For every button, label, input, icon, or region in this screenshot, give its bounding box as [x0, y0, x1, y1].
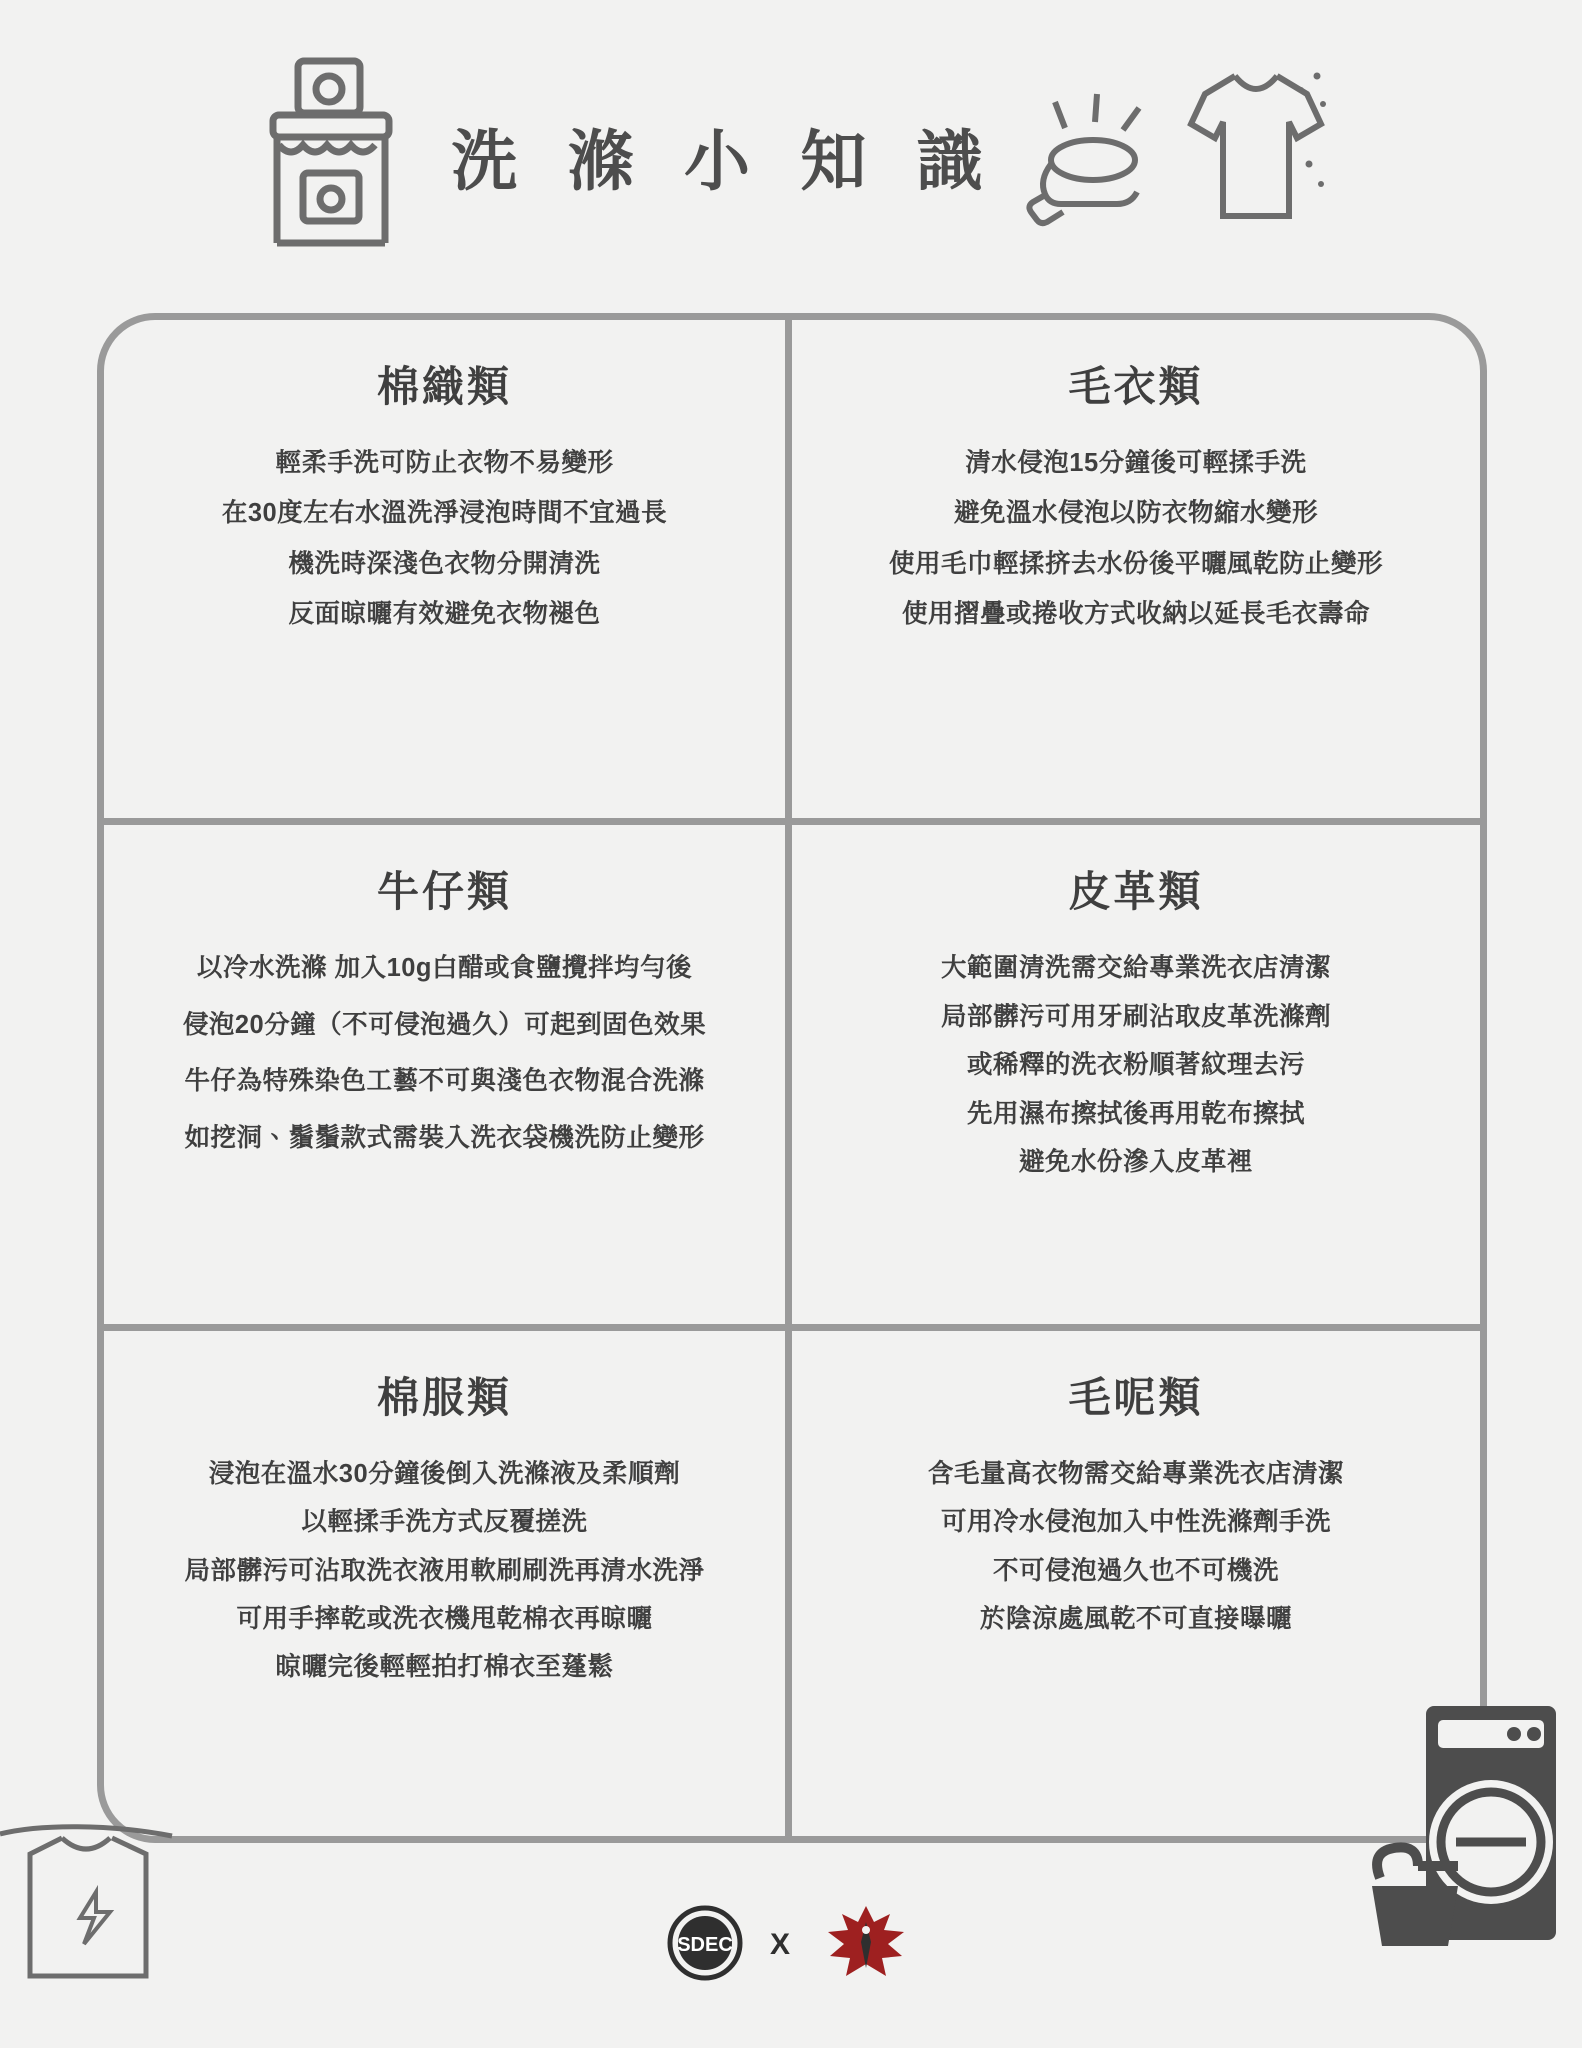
tip-line: 侵泡20分鐘（不可侵泡過久）可起到固色效果: [182, 1010, 707, 1039]
footer-separator: X: [769, 1928, 790, 1961]
tip-line: 可用冷水侵泡加入中性洗滌劑手洗: [940, 1508, 1331, 1537]
tip-card-sweater: [792, 320, 1480, 825]
tshirt-icon: [1181, 60, 1331, 250]
sdec-logo-icon: [666, 1904, 744, 1987]
tip-line: 先用濕布擦拭後再用乾布擦拭: [966, 1099, 1305, 1128]
page-title: 洗 滌 小 知 識: [451, 123, 999, 198]
tips-grid: [97, 313, 1487, 1843]
tip-card-lines: [928, 1457, 1344, 1637]
tip-card-leather: [792, 825, 1480, 1330]
tip-line: 或稀釋的洗衣粉順著紋理去污: [966, 1051, 1305, 1080]
tip-card-lines: [183, 951, 706, 1155]
dragon-emblem-icon: [816, 1900, 916, 1991]
tip-line: 反面晾曬有效避免衣物褪色: [288, 600, 601, 629]
laundry-shop-icon: [251, 53, 411, 258]
tip-card-title: 牛仔類: [376, 868, 512, 916]
tip-card-denim: [104, 825, 792, 1330]
tip-line: 於陰涼處風乾不可直接曝曬: [979, 1604, 1292, 1633]
tip-line: 輕柔手洗可防止衣物不易變形: [275, 449, 614, 477]
tip-line: 晾曬完後輕輕拍打棉衣至蓬鬆: [275, 1653, 614, 1682]
tip-card-lines: [184, 1457, 704, 1685]
tip-line: 清水侵泡15分鐘後可輕揉手洗: [965, 449, 1307, 477]
tip-line: 可用手摔乾或洗衣機甩乾棉衣再晾曬: [236, 1604, 653, 1633]
tip-line: 大範圍清洗需交給專業洗衣店清潔: [940, 954, 1331, 983]
tip-line: 如挖洞、鬚鬚款式需裝入洗衣袋機洗防止變形: [184, 1123, 705, 1152]
tip-line: 在30度左右水溫洗淨浸泡時間不宜過長: [221, 499, 668, 528]
tip-card-lines: [222, 446, 667, 632]
poster-header: [0, 30, 1582, 280]
tip-card-cotton: [104, 320, 792, 825]
tip-card-padded: [104, 1331, 792, 1836]
tip-card-title: 棉服類: [376, 1373, 512, 1421]
tip-line: 含毛量高衣物需交給專業洗衣店清潔: [927, 1459, 1344, 1488]
tip-card-title: 皮革類: [1068, 868, 1204, 916]
tip-card-title: 棉織類: [376, 363, 512, 410]
tip-card-title: 毛衣類: [1068, 363, 1204, 410]
tip-line: 以冷水洗滌 加入10g白醋或食鹽攪拌均勻後: [196, 954, 693, 983]
hand-washing-icon: [1025, 68, 1155, 243]
footer-logos: [0, 1860, 1582, 2030]
tip-line: 局部髒污可用牙刷沾取皮革洗滌劑: [940, 1002, 1331, 1031]
tip-card-lines: [889, 446, 1383, 632]
tip-line: 以輕揉手洗方式反覆搓洗: [301, 1508, 588, 1537]
svg-text:SDEC: SDEC: [677, 1933, 733, 1956]
tip-line: 使用摺疊或捲收方式收納以延長毛衣壽命: [901, 600, 1370, 629]
tip-line: 局部髒污可沾取洗衣液用軟刷刷洗再清水洗淨: [184, 1556, 705, 1585]
tip-card-title: 毛呢類: [1068, 1373, 1204, 1421]
tip-line: 浸泡在溫水30分鐘後倒入洗滌液及柔順劑: [208, 1459, 681, 1488]
tip-line: 牛仔為特殊染色工藝不可與淺色衣物混合洗滌: [184, 1067, 705, 1096]
tip-line: 避免水份滲入皮革裡: [1018, 1148, 1253, 1177]
tip-line: 不可侵泡過久也不可機洗: [992, 1556, 1279, 1585]
tip-line: 機洗時深淺色衣物分開清洗: [288, 549, 601, 578]
tip-line: 避免溫水侵泡以防衣物縮水變形: [953, 499, 1318, 528]
tip-card-lines: [941, 951, 1331, 1179]
tip-line: 使用毛巾輕揉挤去水份後平曬風乾防止變形: [888, 549, 1383, 578]
